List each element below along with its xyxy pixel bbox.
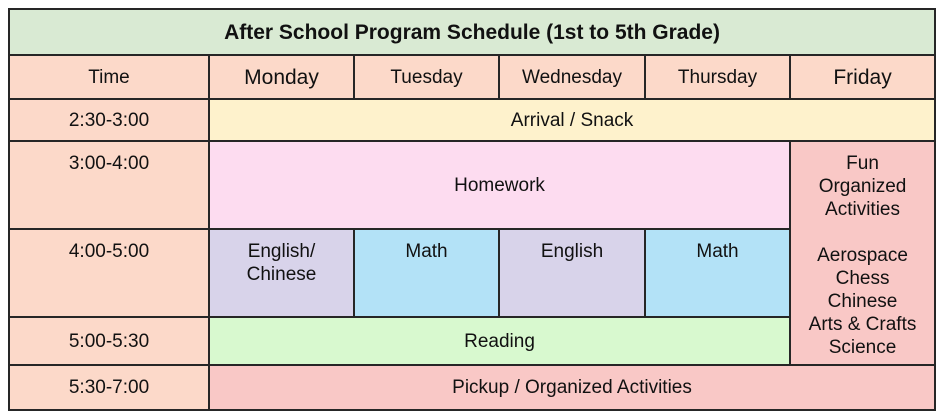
friday-line: Organized [818, 176, 907, 197]
friday-activity-item: Arts & Crafts [808, 314, 917, 335]
monday-english-chinese-cell [209, 229, 354, 317]
schedule-table [8, 8, 936, 411]
friday-activity-item: Chinese [827, 291, 898, 312]
time-slot-2-30: 2:30-3:00 [9, 99, 209, 141]
homework-cell: Homework [209, 141, 790, 229]
wednesday-english-cell: English [499, 229, 645, 317]
thursday-math-cell: Math [645, 229, 790, 317]
pickup-cell: Pickup / Organized Activities [209, 365, 935, 410]
monday-line: Chinese [246, 264, 317, 285]
friday-activity-item: Aerospace [817, 245, 908, 266]
time-slot-4-00: 4:00-5:00 [9, 229, 209, 317]
header-time: Time [9, 55, 209, 99]
time-slot-5-00: 5:00-5:30 [9, 317, 209, 365]
header-thursday: Thursday [645, 55, 790, 99]
monday-line: English/ [247, 241, 316, 262]
friday-line: Activities [825, 199, 900, 220]
friday-activity-item: Science [828, 337, 897, 358]
header-monday: Monday [209, 55, 354, 99]
friday-activities-cell [790, 141, 935, 365]
tuesday-math-cell: Math [354, 229, 499, 317]
schedule-title: After School Program Schedule (1st to 5th Grade) [9, 9, 935, 55]
header-tuesday: Tuesday [354, 55, 499, 99]
friday-line: Fun [846, 153, 879, 174]
time-slot-3-00: 3:00-4:00 [9, 141, 209, 229]
time-slot-5-30: 5:30-7:00 [9, 365, 209, 410]
reading-cell: Reading [209, 317, 790, 365]
spacer [795, 221, 930, 244]
header-friday: Friday [790, 55, 935, 99]
friday-activity-item: Chess [835, 268, 890, 289]
header-wednesday: Wednesday [499, 55, 645, 99]
arrival-snack-cell: Arrival / Snack [209, 99, 935, 141]
